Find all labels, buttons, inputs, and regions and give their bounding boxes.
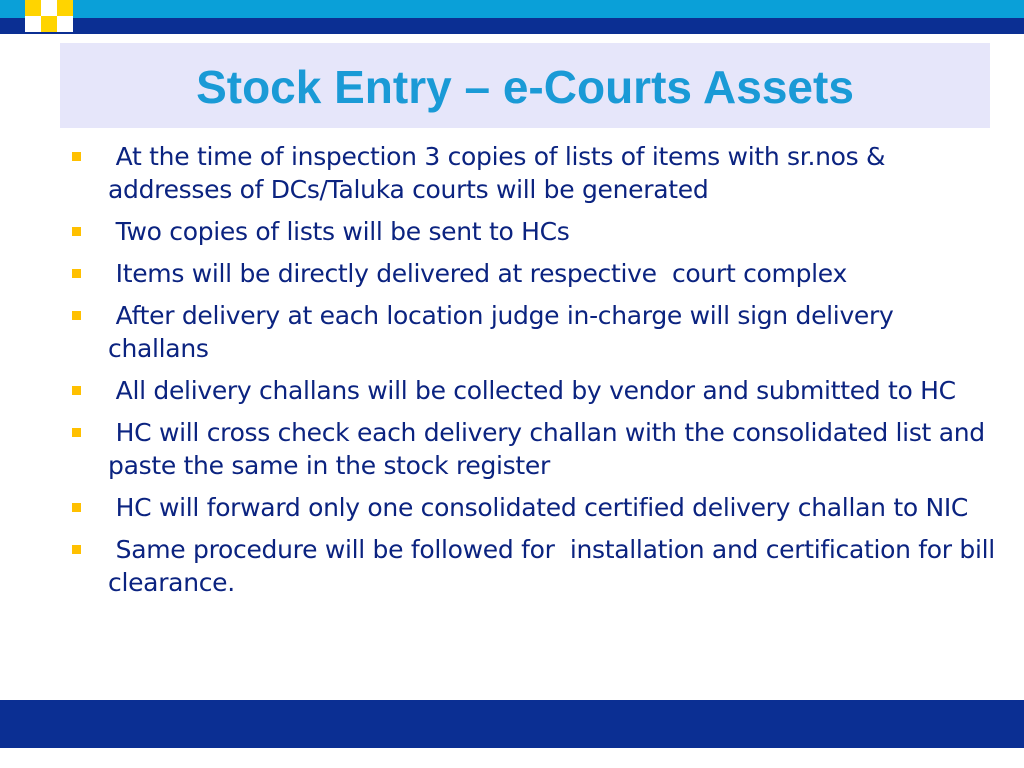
checker-square: [41, 16, 57, 32]
bullet-item: [70, 215, 1000, 248]
top-band: [0, 0, 1024, 18]
square-bullet-icon: [72, 269, 81, 278]
slide-title: Stock Entry – e-Courts Assets: [196, 60, 854, 113]
bullet-item: [70, 374, 1000, 407]
square-bullet-icon: [72, 503, 81, 512]
bullet-item: [70, 416, 1000, 482]
bullet-text: HC will forward only one consolidated certified delivery challan to NIC: [108, 493, 969, 522]
checker-square: [57, 16, 73, 32]
bullet-text: Same procedure will be followed for installation and certification for bill clearance.: [108, 535, 1003, 597]
bullet-text: All delivery challans will be collected by vendor and submitted to HC: [108, 376, 956, 405]
bullet-list: [70, 140, 1003, 608]
square-bullet-icon: [72, 545, 81, 554]
square-bullet-icon: [72, 152, 81, 161]
bullet-item: [70, 140, 1000, 206]
bottom-band: [0, 700, 1024, 748]
checker-square: [25, 16, 41, 32]
square-bullet-icon: [72, 311, 81, 320]
square-bullet-icon: [72, 227, 81, 236]
bullet-item: [70, 299, 1000, 365]
bullet-text: Two copies of lists will be sent to HCs: [108, 217, 570, 246]
bullet-text: Items will be directly delivered at respective court complex: [108, 259, 847, 288]
bullet-item: [70, 533, 1003, 599]
bullet-text: At the time of inspection 3 copies of lists of items with sr.nos & addresses of DCs/Taluka courts will be generated: [108, 142, 893, 204]
bullet-text: After delivery at each location judge in-charge will sign delivery challans: [108, 301, 902, 363]
title-box: [60, 43, 990, 128]
bullet-item: [70, 257, 1000, 290]
bullet-item: [70, 491, 1000, 524]
square-bullet-icon: [72, 428, 81, 437]
checker-square: [41, 0, 57, 16]
square-bullet-icon: [72, 386, 81, 395]
bullet-text: HC will cross check each delivery challan with the consolidated list and paste the same in the stock register: [108, 418, 993, 480]
checker-square: [57, 0, 73, 16]
checker-square: [25, 0, 41, 16]
top-dark-band: [0, 18, 1024, 34]
